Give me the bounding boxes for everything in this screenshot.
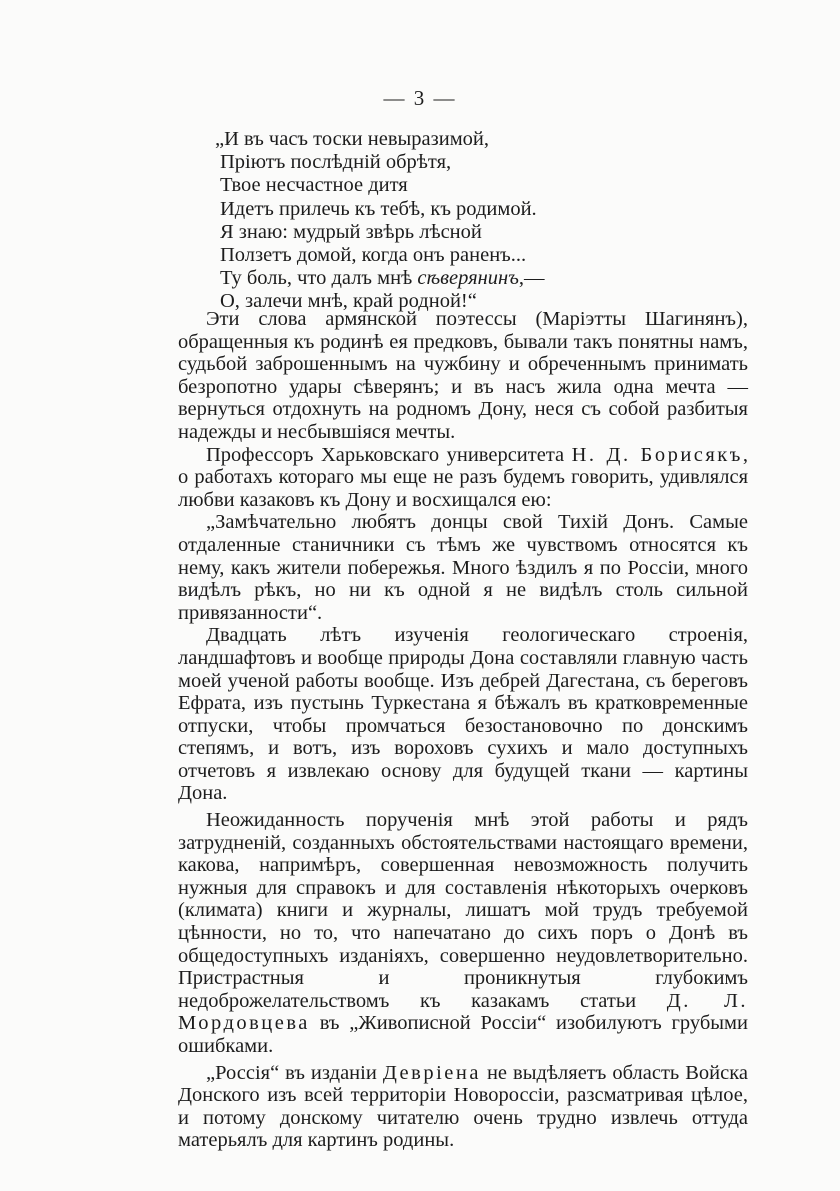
poem-line: Я знаю: мудрый звѣрь лѣсной	[220, 220, 482, 243]
paragraph-text: не выдѣляетъ область Войска Донского изъ всей территоріи Новороссіи, разсматривая цѣлое, и потому донскому читателю очень трудно извлечь оттуда матерьялъ для картинъ родины.	[178, 1061, 748, 1152]
poem-text: Ту боль, что далъ мнѣ	[220, 267, 418, 290]
poem-line: Ползетъ домой, когда онъ раненъ...	[220, 244, 527, 267]
paragraph	[178, 1062, 748, 1152]
paragraph-text: , о работахъ котораго мы еще не разъ будемъ говорить, удивлялся любви казаковъ къ Дону и восхищался ею:	[178, 443, 748, 511]
poem-line: Пріютъ послѣдній обрѣтя,	[220, 151, 452, 174]
poem-line: Твое несчастное дитя	[220, 174, 408, 197]
poem-line: „И въ часъ тоски невыразимой,	[215, 128, 490, 150]
paragraph	[178, 809, 748, 1058]
paragraph-text: Неожиданность порученія мнѣ этой работы и рядъ затрудненій, созданныхъ обстоятельствами настоящаго времени, какова, напримѣръ, совершенная невозможность получить нужныя для справокъ и для составленія нѣкоторыхъ очерковъ (климата) книги и журналы, лишатъ мой трудъ требуемой цѣнности, но то, что напечатано до сихъ поръ о Донѣ въ общедоступныхъ изданіяхъ, совершенно неудовлетворительно. Пристрастныя и проникнутыя глубокимъ недоброжелательствомъ къ казакамъ статьи	[178, 809, 748, 1012]
poem-epigraph	[215, 128, 545, 314]
person-name: Девріена	[382, 1061, 481, 1084]
person-name: Н. Д. Борисякъ	[571, 443, 743, 466]
paragraph: Эти слова армянской поэтессы (Маріэтты Шагинянъ), обращенныя къ родинѣ ея предковъ, бывали такъ понятны намъ, судьбой заброшеннымъ на чужбину и обреченнымъ принимать безропотно удары сѣверянъ; и въ насъ жила одна мечта — вернуться отдохнуть на родномъ Дону, неся съ собой разбитыя надежды и несбывшіяся мечты.	[178, 308, 748, 443]
paragraph-text: въ „Живописной Россіи“ изобилуютъ грубыми ошибками.	[178, 1012, 748, 1057]
paragraph: Двадцать лѣтъ изученія геологическаго строенія, ландшафтовъ и вообще природы Дона составляли главную часть моей ученой работы вообще. Изъ дебрей Дагестана, съ береговъ Ефрата, изъ пустынь Туркестана я бѣжалъ въ кратковременные отпуски, чтобы промчаться безостановочно по донскимъ степямъ, и вотъ, изъ вороховъ сухихъ и мало доступныхъ отчетовъ я извлекаю основу для будущей ткани — картины Дона.	[178, 624, 748, 805]
page-number: — 3 —	[383, 86, 457, 110]
person-name: Д. Л. Мордовцева	[178, 989, 748, 1035]
poem-line: О, залечи мнѣ, край родной!“	[220, 290, 477, 313]
poem-emphasis: сѣверянинъ	[417, 267, 519, 290]
paragraph-text: „Россія“ въ изданіи	[206, 1061, 383, 1084]
quote-paragraph: „Замѣчательно любятъ донцы свой Тихій Донъ. Самые отдаленные станичники съ тѣмъ же чувствомъ относятся къ нему, какъ жители побережья. Много ѣздилъ я по Россіи, много видѣлъ рѣкъ, но ни къ одной я не видѣлъ столь сильной привязанности“.	[178, 511, 748, 624]
paragraph	[178, 444, 748, 512]
paragraph-text: Профессоръ Харьковскаго университета	[206, 443, 572, 466]
poem-text: ,—	[518, 267, 545, 290]
poem-line	[220, 267, 545, 290]
poem-line: Идетъ прилечь къ тебѣ, къ родимой.	[220, 197, 537, 220]
body-text	[178, 308, 748, 1152]
